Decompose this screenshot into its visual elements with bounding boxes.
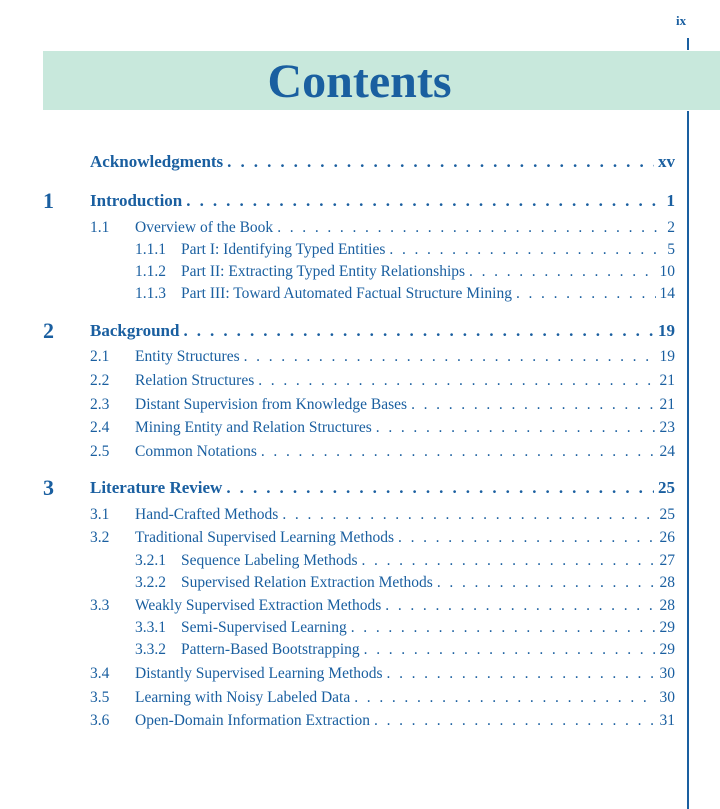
toc-entry-title: Weakly Supervised Extraction Methods [135, 597, 382, 614]
toc-subsection-entry[interactable] [181, 641, 675, 659]
toc-section-entry[interactable] [135, 597, 675, 615]
toc-subsection-entry[interactable] [181, 552, 675, 570]
toc-entry-title: Mining Entity and Relation Structures [135, 419, 372, 436]
toc-entry-title: Distantly Supervised Learning Methods [135, 665, 383, 682]
toc-section-entry[interactable] [135, 665, 675, 683]
page-number: ix [676, 13, 687, 28]
toc-entry-page: 19 [658, 321, 675, 340]
toc-entry-title: Common Notations [135, 443, 257, 460]
toc-section-entry[interactable] [135, 529, 675, 547]
section-number: 3.3 [90, 597, 110, 614]
section-number: 3.3.1 [135, 619, 166, 636]
toc-entry-page: 30 [659, 689, 675, 706]
dot-leader [183, 321, 654, 341]
toc-section-entry[interactable] [135, 219, 675, 237]
toc-entry-title: Background [90, 321, 180, 340]
toc-entry-title: Semi-Supervised Learning [181, 619, 347, 636]
toc-entry-page: 19 [659, 348, 675, 365]
toc-entry-page: 23 [659, 419, 675, 436]
section-number: 3.6 [90, 712, 110, 729]
section-number: 1.1.1 [135, 241, 166, 258]
dot-leader [376, 419, 656, 437]
chapter-number: 3 [43, 475, 54, 500]
toc-entry-title: Traditional Supervised Learning Methods [135, 529, 395, 546]
section-number: 3.2 [90, 529, 110, 546]
toc-entry-title: Learning with Noisy Labeled Data [135, 689, 351, 706]
toc-chapter-entry[interactable] [90, 321, 675, 341]
dot-leader [387, 665, 656, 683]
toc-entry-page: 10 [659, 263, 675, 280]
page-title: Contents [267, 55, 452, 108]
toc-entry-title: Part II: Extracting Typed Entity Relationships [181, 263, 466, 280]
toc-entry-title: Sequence Labeling Methods [181, 552, 358, 569]
toc-section-entry[interactable] [135, 419, 675, 437]
dot-leader [364, 641, 656, 659]
dot-leader [277, 219, 663, 237]
toc-entry-page: 28 [659, 574, 675, 591]
toc-subsection-entry[interactable] [181, 263, 675, 281]
dot-leader [186, 191, 662, 211]
section-number: 3.1 [90, 506, 110, 523]
dot-leader [469, 263, 655, 281]
toc-entry-page: 25 [658, 478, 675, 497]
toc-entry-title: Part I: Identifying Typed Entities [181, 241, 386, 258]
dot-leader [389, 241, 663, 259]
toc-chapter-entry[interactable] [90, 478, 675, 498]
toc-section-entry[interactable] [135, 348, 675, 366]
section-number: 2.4 [90, 419, 110, 436]
section-number: 2.5 [90, 443, 110, 460]
section-number: 3.2.1 [135, 552, 166, 569]
chapter-number: 2 [43, 318, 54, 343]
toc-section-entry[interactable] [135, 506, 675, 524]
section-number: 3.2.2 [135, 574, 166, 591]
toc-section-entry[interactable] [135, 372, 675, 390]
toc-section-entry[interactable] [135, 396, 675, 414]
dot-leader [244, 348, 656, 366]
toc-entry-page: 21 [659, 396, 675, 413]
toc-section-entry[interactable] [135, 443, 675, 461]
toc-entry-page: 29 [659, 619, 675, 636]
dot-leader [398, 529, 655, 547]
toc-entry-title: Introduction [90, 191, 183, 210]
dot-leader [516, 285, 656, 303]
toc-entry-page: 31 [659, 712, 675, 729]
section-number: 2.2 [90, 372, 110, 389]
section-number: 1.1.3 [135, 285, 166, 302]
toc-entry-page: 1 [666, 191, 675, 210]
dot-leader [282, 506, 655, 524]
toc-section-entry[interactable] [135, 712, 675, 730]
toc-entry-page: 2 [667, 219, 675, 236]
margin-rule-top [687, 38, 689, 50]
toc-subsection-entry[interactable] [181, 285, 675, 303]
section-number: 3.4 [90, 665, 110, 682]
toc-subsection-entry[interactable] [181, 619, 675, 637]
toc-entry-title: Distant Supervision from Knowledge Bases [135, 396, 408, 413]
toc-entry-title: Hand-Crafted Methods [135, 506, 279, 523]
toc-entry-page: 27 [659, 552, 675, 569]
margin-rule [687, 111, 689, 809]
section-number: 2.3 [90, 396, 110, 413]
toc-chapter-entry[interactable] [90, 191, 675, 211]
toc-entry-title: Relation Structures [135, 372, 255, 389]
dot-leader [351, 619, 656, 637]
toc-entry-title: Literature Review [90, 478, 223, 497]
toc-entry-title: Pattern-Based Bootstrapping [181, 641, 360, 658]
toc-entry-page: 5 [667, 241, 675, 258]
dot-leader [385, 597, 655, 615]
toc-chapter-entry[interactable] [90, 152, 675, 172]
dot-leader [374, 712, 655, 730]
dot-leader [261, 443, 656, 461]
chapter-number: 1 [43, 188, 54, 213]
section-number: 2.1 [90, 348, 110, 365]
toc-entry-page: 25 [659, 506, 675, 523]
section-number: 3.5 [90, 689, 110, 706]
dot-leader [354, 689, 655, 707]
toc-entry-title: Supervised Relation Extraction Methods [181, 574, 433, 591]
toc-entry-title: Acknowledgments [90, 152, 224, 171]
dot-leader [258, 372, 655, 390]
section-number: 1.1 [90, 219, 110, 236]
dot-leader [226, 478, 654, 498]
toc-entry-page: 26 [659, 529, 675, 546]
toc-entry-title: Entity Structures [135, 348, 240, 365]
section-number: 3.3.2 [135, 641, 166, 658]
toc-entry-page: 21 [659, 372, 675, 389]
toc-subsection-entry[interactable] [181, 574, 675, 592]
section-number: 1.1.2 [135, 263, 166, 280]
toc-entry-page: 28 [659, 597, 675, 614]
toc-entry-page: 14 [659, 285, 675, 302]
dot-leader [227, 152, 654, 172]
toc-subsection-entry[interactable] [181, 241, 675, 259]
dot-leader [361, 552, 655, 570]
toc-entry-title: Overview of the Book [135, 219, 274, 236]
toc-entry-page: 29 [659, 641, 675, 658]
toc-entry-page: xv [658, 152, 675, 171]
dot-leader [411, 396, 655, 414]
toc-entry-page: 24 [659, 443, 675, 460]
toc-entry-title: Part III: Toward Automated Factual Structure Mining [181, 285, 512, 302]
toc-entry-page: 30 [659, 665, 675, 682]
dot-leader [437, 574, 656, 592]
toc-section-entry[interactable] [135, 689, 675, 707]
toc-entry-title: Open-Domain Information Extraction [135, 712, 371, 729]
